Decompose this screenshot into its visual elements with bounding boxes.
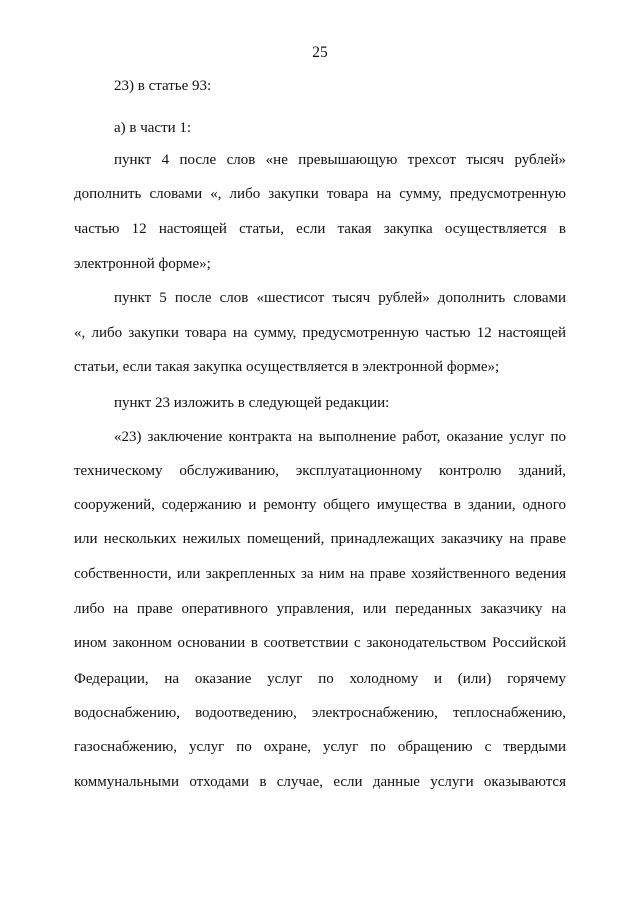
paragraph-line: частью 12 настоящей статьи, если такая закупка осуществляется в xyxy=(74,221,566,237)
paragraph-line: или нескольких нежилых помещений, принадлежащих заказчику на праве xyxy=(74,531,566,547)
paragraph-line: пункт 4 после слов «не превышающую трехсот тысяч рублей» xyxy=(114,152,566,168)
paragraph-line: дополнить словами «, либо закупки товара на сумму, предусмотренную xyxy=(74,186,566,202)
paragraph-line: коммунальными отходами в случае, если данные услуги оказываются xyxy=(74,774,566,790)
paragraph-line: электронной форме»; xyxy=(74,256,211,272)
paragraph-line: водоснабжению, водоотведению, электроснабжению, теплоснабжению, xyxy=(74,705,566,721)
page-number: 25 xyxy=(312,44,328,61)
paragraph-line: ином законном основании в соответствии с законодательством Российской xyxy=(74,635,566,651)
list-item-part-1: а) в части 1: xyxy=(114,120,192,136)
paragraph-line: статьи, если такая закупка осуществляется в электронной форме»; xyxy=(74,359,500,375)
paragraph-line: Федерации, на оказание услуг по холодному и (или) горячему xyxy=(74,671,566,687)
paragraph-line: собственности, или закрепленных за ним на праве хозяйственного ведения xyxy=(74,566,566,582)
paragraph-line: пункт 23 изложить в следующей редакции: xyxy=(114,395,390,411)
paragraph-line: сооружений, содержанию и ремонту общего имущества в здании, одного xyxy=(74,497,566,513)
paragraph-line: «23) заключение контракта на выполнение работ, оказание услуг по xyxy=(114,429,566,445)
list-item-article-93: 23) в статье 93: xyxy=(114,78,212,94)
paragraph-line: пункт 5 после слов «шестисот тысяч рублей» дополнить словами xyxy=(114,290,566,306)
paragraph-line: техническому обслуживанию, эксплуатационному контролю зданий, xyxy=(74,463,566,479)
paragraph-line: газоснабжению, услуг по охране, услуг по обращению с твердыми xyxy=(74,739,566,755)
paragraph-line: либо на праве оперативного управления, или переданных заказчику на xyxy=(74,601,566,617)
paragraph-line: «, либо закупки товара на сумму, предусмотренную частью 12 настоящей xyxy=(74,325,566,341)
